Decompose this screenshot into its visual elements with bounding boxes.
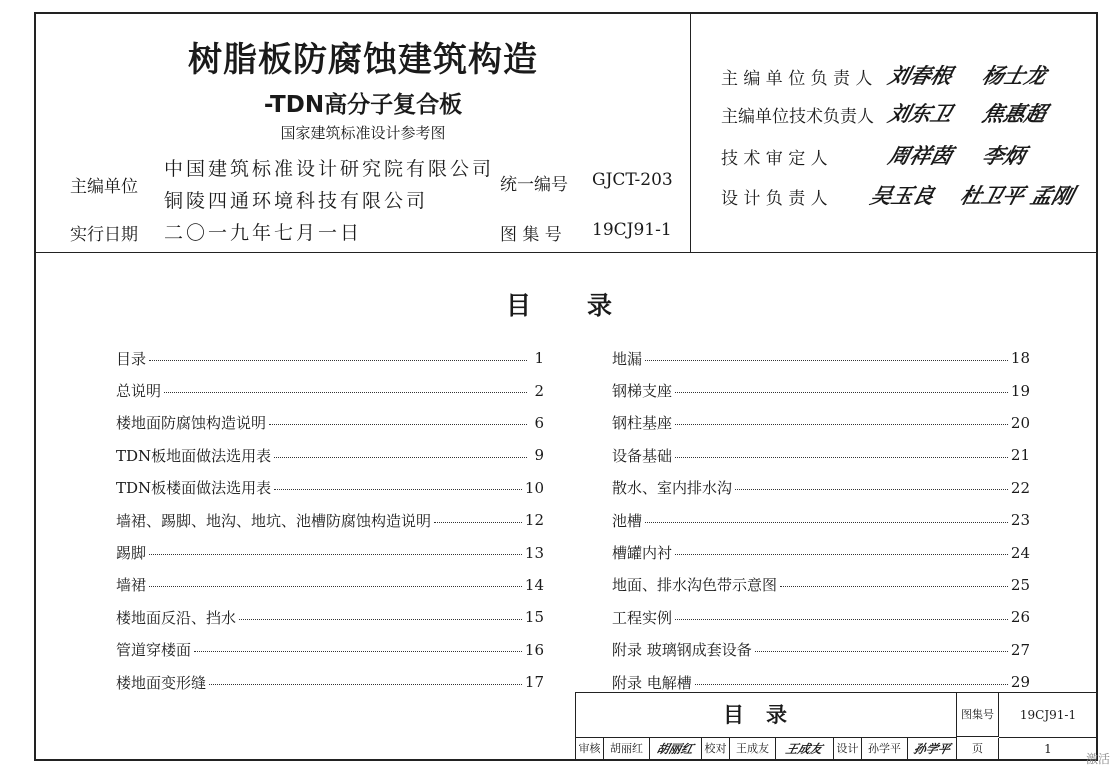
toc-item[interactable]	[116, 536, 544, 568]
editor-org-1: 中国建筑标准设计研究院有限公司	[164, 158, 495, 180]
toc-item[interactable]	[116, 374, 544, 406]
signature-row	[721, 180, 1091, 212]
toc-item-page: 25	[1010, 575, 1030, 594]
toc-right-column	[612, 342, 1030, 698]
editor-org-2: 铜陵四通环境科技有限公司	[164, 190, 429, 212]
toc-item-page: 19	[1010, 381, 1030, 400]
toc-item-page: 16	[524, 640, 544, 659]
toc-item-page: 10	[524, 478, 544, 497]
signature: 杨士龙	[979, 63, 1049, 88]
signature: 吴玉良	[867, 183, 937, 208]
toc-item-page: 1	[534, 349, 544, 368]
corner-text: 激活	[1085, 752, 1110, 766]
toc-item-title: TDN板楼面做法选用表	[116, 479, 272, 498]
document-subtitle: -TDN高分子复合板	[263, 92, 463, 118]
toc-item[interactable]	[612, 569, 1030, 601]
atlas-number-value: 19CJ91-1	[999, 693, 1097, 738]
toc-item-title: 工程实例	[612, 608, 673, 627]
toc-item-title: 墙裙、踢脚、地沟、地坑、池槽防腐蚀构造说明	[116, 511, 432, 530]
page-number: 1	[1044, 742, 1052, 756]
toc-item-page: 26	[1010, 608, 1030, 627]
signature-panel	[691, 14, 1096, 252]
toc-item-title: 地面、排水沟色带示意图	[612, 576, 778, 595]
toc-leader	[735, 489, 1008, 490]
signature: 刘东卫	[885, 101, 955, 126]
toc-item[interactable]	[612, 342, 1030, 374]
toc-item-page: 13	[524, 543, 544, 562]
toc-item-title: 散水、室内排水沟	[612, 479, 733, 498]
toc-item-page: 24	[1010, 543, 1030, 562]
toc-item[interactable]	[612, 407, 1030, 439]
toc-leader	[675, 392, 1008, 393]
editor-label: 主编单位	[70, 177, 138, 197]
toc-item[interactable]	[612, 504, 1030, 536]
toc-leader	[164, 392, 527, 393]
toc-leader	[645, 360, 1008, 361]
role-label: 主编单位技术负责人	[721, 107, 874, 127]
signature-row	[721, 60, 1091, 92]
date-label: 实行日期	[70, 225, 138, 245]
signature-row	[721, 98, 1091, 130]
header	[36, 14, 1096, 253]
toc-item-title: 池槽	[612, 511, 643, 530]
reviewer-name: 胡丽红	[604, 738, 650, 760]
toc-leader	[695, 684, 1008, 685]
toc-item-title: 钢柱基座	[612, 414, 673, 433]
toc-item[interactable]	[116, 342, 544, 374]
signature: 王成友	[784, 742, 825, 756]
toc-leader	[675, 457, 1008, 458]
toc-leader	[269, 424, 527, 425]
signature: 周祥茵	[885, 143, 955, 168]
signature: 杜卫平 孟刚	[957, 183, 1077, 208]
toc-item-page: 9	[534, 446, 544, 465]
toc-item-title: 附录 电解槽	[612, 673, 692, 692]
toc-item-page: 18	[1010, 349, 1030, 368]
toc-item-title: TDN板地面做法选用表	[116, 446, 272, 465]
designer-signature	[908, 738, 957, 760]
signature: 孙学平	[912, 742, 952, 756]
role-label: 主 编 单 位 负 责 人	[721, 69, 873, 89]
toc-item-page: 12	[524, 511, 544, 530]
toc-item-page: 15	[524, 608, 544, 627]
toc-item[interactable]	[116, 472, 544, 504]
toc-item[interactable]	[116, 407, 544, 439]
signature-row	[721, 140, 1091, 172]
toc-item[interactable]	[612, 472, 1030, 504]
designer-name: 孙学平	[862, 738, 908, 760]
toc-item-title: 槽罐内衬	[612, 544, 673, 563]
toc-item[interactable]	[116, 439, 544, 471]
toc-item-title: 楼地面变形缝	[116, 673, 207, 692]
toc-leader	[274, 457, 527, 458]
header-left	[36, 14, 691, 252]
toc-leader	[209, 684, 522, 685]
toc-item-page: 14	[524, 575, 544, 594]
title-block	[575, 692, 1097, 760]
toc-leader	[149, 554, 522, 555]
toc-item-title: 附录 玻璃钢成套设备	[612, 641, 752, 660]
toc-item[interactable]	[612, 634, 1030, 666]
toc-item-page: 27	[1010, 640, 1030, 659]
toc-item-title: 楼地面防腐蚀构造说明	[116, 414, 267, 433]
atlas-number-label: 图集号	[957, 693, 999, 737]
toc-leader	[675, 424, 1008, 425]
signature: 李炳	[979, 143, 1028, 168]
toc-item-title: 地漏	[612, 349, 643, 368]
toc-leader	[194, 651, 522, 652]
toc-leader	[645, 522, 1008, 523]
toc-item-page: 2	[534, 381, 544, 400]
document-title: 树脂板防腐蚀建筑构造	[188, 40, 538, 80]
reviewer-label: 审核	[576, 738, 604, 760]
toc-item-title: 设备基础	[612, 446, 673, 465]
toc-leader	[675, 554, 1008, 555]
atlas-no-value: 19CJ91-1	[592, 220, 672, 240]
toc-item-page: 20	[1010, 413, 1030, 432]
toc-item[interactable]	[116, 504, 544, 536]
signature: 胡丽红	[655, 742, 696, 756]
toc-item[interactable]	[116, 634, 544, 666]
toc-item[interactable]	[116, 569, 544, 601]
role-label: 设 计 负 责 人	[721, 189, 828, 209]
toc-item-title: 钢梯支座	[612, 382, 673, 401]
toc-item[interactable]	[612, 374, 1030, 406]
toc-item-page: 29	[1010, 673, 1030, 692]
signature: 焦惠超	[979, 101, 1049, 126]
toc-leader	[780, 586, 1008, 587]
toc-item-page: 17	[524, 673, 544, 692]
reviewer-signature	[650, 738, 702, 760]
toc-leader	[755, 651, 1008, 652]
toc-leader	[434, 522, 522, 523]
toc-leader	[149, 360, 527, 361]
title-block-title: 目录	[576, 693, 957, 738]
toc-heading: 目录	[506, 291, 669, 320]
designer-label: 设计	[834, 738, 862, 760]
toc-item-title: 踢脚	[116, 544, 147, 563]
role-label: 技 术 审 定 人	[721, 149, 828, 169]
toc-item-page: 6	[534, 413, 544, 432]
toc-leader	[239, 619, 522, 620]
toc-item-page: 22	[1010, 478, 1030, 497]
uniform-no-value: GJCT-203	[592, 170, 673, 190]
toc-left-column	[116, 342, 544, 698]
toc-item-page: 21	[1010, 446, 1030, 465]
uniform-no-label: 统一编号	[500, 175, 568, 195]
toc-item[interactable]	[116, 601, 544, 633]
checker-label: 校对	[702, 738, 730, 760]
toc-item-page: 23	[1010, 511, 1030, 530]
toc-item[interactable]	[612, 439, 1030, 471]
signature: 刘春根	[885, 63, 955, 88]
toc-item-title: 墙裙	[116, 576, 147, 595]
checker-signature	[776, 738, 834, 760]
toc-item[interactable]	[116, 666, 544, 698]
toc-item[interactable]	[612, 536, 1030, 568]
atlas-no-label: 图 集 号	[500, 225, 562, 245]
toc-item-title: 管道穿楼面	[116, 641, 192, 660]
date-value: 二〇一九年七月一日	[164, 222, 363, 244]
reference-line: 国家建筑标准设计参考图	[280, 124, 446, 142]
toc-item-title: 总说明	[116, 382, 162, 401]
toc-leader	[274, 489, 522, 490]
toc-leader	[149, 586, 522, 587]
page-label: 页	[957, 738, 999, 760]
checker-name: 王成友	[730, 738, 776, 760]
toc-leader	[675, 619, 1008, 620]
toc-item-title: 目录	[116, 349, 147, 368]
toc-item-title: 楼地面反沿、挡水	[116, 608, 237, 627]
drawing-frame	[34, 12, 1098, 761]
toc-item[interactable]	[612, 601, 1030, 633]
